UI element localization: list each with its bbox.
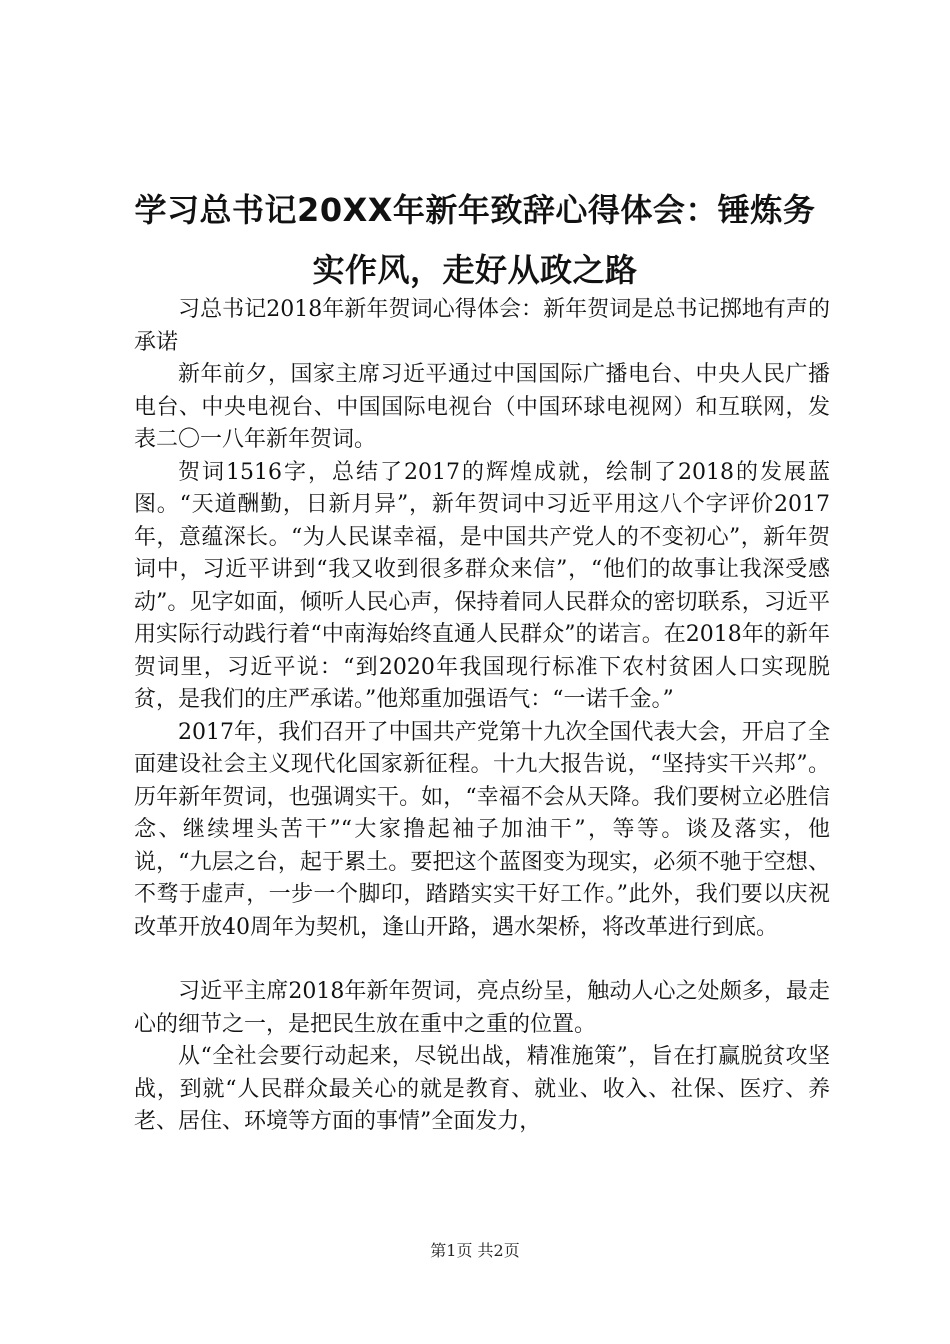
paragraph-5: 习近平主席2018年新年贺词，亮点纷呈，触动人心之处颇多，最走心的细节之一，是把民生放在重中之重的位置。 [134, 979, 830, 1037]
document-title: 学习总书记20XX年新年致辞心得体会：锤炼务实作风，走好从政之路 [134, 191, 816, 289]
paragraph-1: 习总书记2018年新年贺词心得体会：新年贺词是总书记掷地有声的承诺 [134, 297, 830, 355]
paragraph-3: 贺词1516字，总结了2017的辉煌成就，绘制了2018的发展蓝图。“天道酬勤，日新月异”，新年贺词中习近平用这八个字评价2017年，意蕴深长。“为人民谋幸福，是中国共产党人的不变初心”，新年贺词中，习近平讲到“我又收到很多群众来信”，“他们的故事让我深受感动”。见字如面，倾听人民心声，保持着同人民群众的密切联系，习近平用实际行动践行着“中南海始终直通人民群众”的诺言。在2018年的新年贺词里，习近平说：“到2020年我国现行标准下农村贫困人口实现脱贫，是我们的庄严承诺。”他郑重加强语气：“一诺千金。” [134, 459, 830, 712]
paragraph-4: 2017年，我们召开了中国共产党第十九次全国代表大会，开启了全面建设社会主义现代化国家新征程。十九大报告说，“坚持实干兴邦”。历年新年贺词，也强调实干。如，“幸福不会从天降。我们要树立必胜信念、继续埋头苦干”“大家撸起袖子加油干”，等等。谈及落实，他说，“九层之台，起于累土。要把这个蓝图变为现实，必须不驰于空想、不骛于虚声，一步一个脚印，踏踏实实干好工作。”此外，我们要以庆祝改革开放40周年为契机，逢山开路，遇水架桥，将改革进行到底。 [134, 719, 830, 940]
paragraph-2: 新年前夕，国家主席习近平通过中国国际广播电台、中央人民广播电台、中央电视台、中国国际电视台（中国环球电视网）和互联网，发表二〇一八年新年贺词。 [134, 362, 830, 452]
page-footer: 第1页 共2页 [430, 1241, 520, 1260]
document-body [134, 294, 830, 1139]
paragraph-6: 从“全社会要行动起来，尽锐出战，精准施策”，旨在打赢脱贫攻坚战，到就“人民群众最关心的就是教育、就业、收入、社保、医疗、养老、居住、环境等方面的事情”全面发力， [134, 1044, 830, 1134]
